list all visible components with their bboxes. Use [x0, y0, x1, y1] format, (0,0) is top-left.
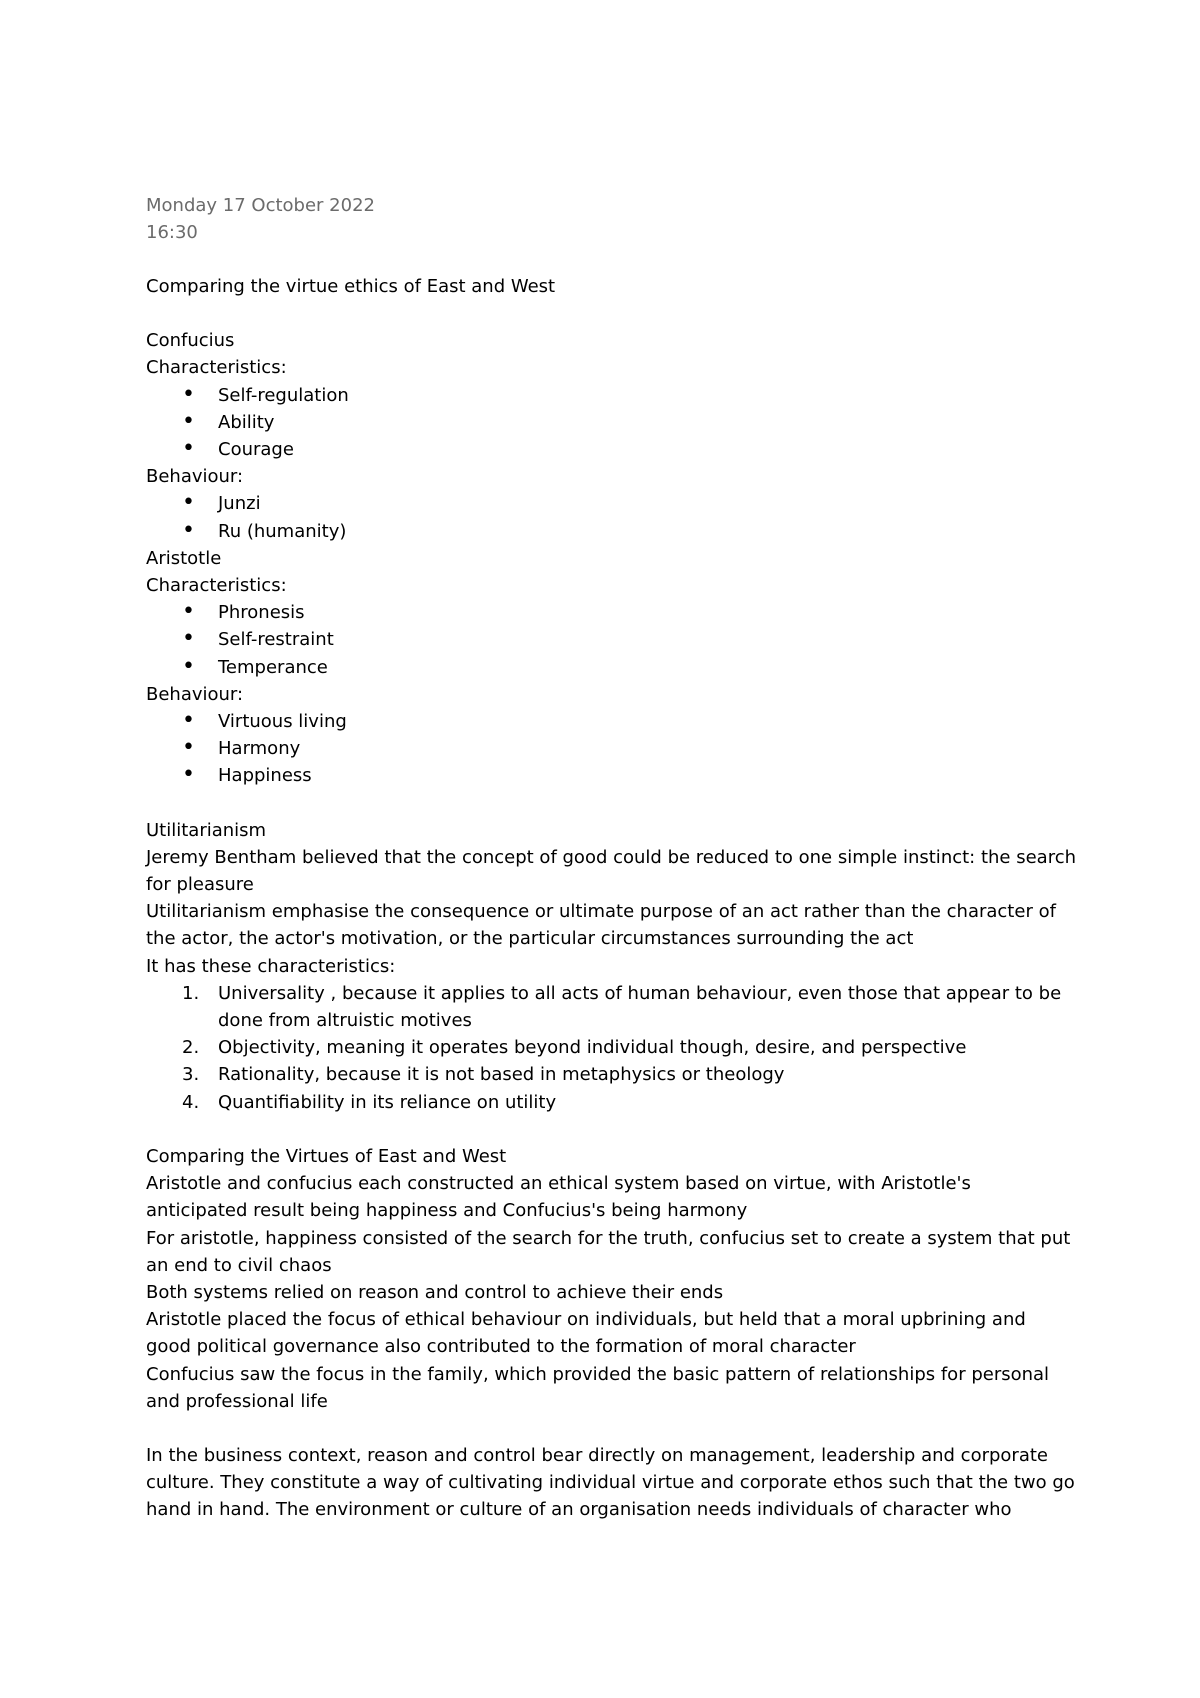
business-paragraph: In the business context, reason and control bear directly on management, leadership and corporate culture. They constitute a way of cultivating individual virtue and corporate ethos such that the two go hand in hand. The environment or culture of an organisation needs individuals of character who [146, 1444, 1075, 1521]
list-item: • Phronesis [146, 599, 1076, 626]
document-title: Comparing the virtue ethics of East and West [146, 276, 556, 297]
utilitarianism-paragraph-1: Jeremy Bentham believed that the concept of good could be reduced to one simple instinct: the search for pleasure [146, 846, 1077, 896]
aristotle-characteristics-list [146, 599, 1076, 681]
list-item: • Temperance [146, 654, 1076, 681]
list-number: 3. [182, 1064, 200, 1086]
spacer [146, 300, 1076, 327]
list-item: • Courage [146, 436, 1076, 463]
list-text: Rationality, because it is not based in metaphysics or theology [218, 1064, 785, 1086]
aristotle-heading: Aristotle [146, 547, 222, 569]
list-text: Universality , because it applies to all acts of human behaviour, even those that appear to be done from altruistic motives [218, 982, 1062, 1032]
spacer [146, 246, 1076, 273]
utilitarianism-paragraph-3: It has these characteristics: [146, 955, 396, 977]
comparison-paragraph: For aristotle, happiness consisted of the search for the truth, confucius set to create a system that put an end to civil chaos [146, 1227, 1071, 1276]
list-item: • Happiness [146, 762, 1076, 789]
list-item: • Junzi [146, 490, 1076, 517]
list-item [146, 1034, 1076, 1061]
list-text: Objectivity, meaning it operates beyond individual though, desire, and perspective [218, 1037, 967, 1059]
list-item [146, 980, 1076, 1034]
confucius-characteristics-list [146, 382, 1076, 464]
list-number: 1. [182, 982, 200, 1004]
comparison-paragraph: Confucius saw the focus in the family, which provided the basic pattern of relationships for personal and professional life [146, 1363, 1050, 1412]
comparison-heading: Comparing the Virtues of East and West [146, 1145, 507, 1167]
aristotle-behaviour-list [146, 708, 1076, 790]
confucius-characteristics-label: Characteristics: [146, 357, 287, 379]
confucius-heading: Confucius [146, 330, 235, 352]
note-time: 16:30 [146, 222, 198, 243]
list-item: • Ru (humanity) [146, 518, 1076, 545]
utilitarianism-heading: Utilitarianism [146, 819, 267, 841]
list-text: Quantifiability in its reliance on utility [218, 1091, 557, 1113]
comparison-paragraph: Aristotle and confucius each constructed an ethical system based on virtue, with Aristotle's anticipated result being happiness and Confucius's being harmony [146, 1173, 971, 1222]
list-item: • Virtuous living [146, 708, 1076, 735]
comparison-paragraph: Aristotle placed the focus of ethical behaviour on individuals, but held that a moral upbrining and good political governance also contributed to the formation of moral character [146, 1309, 1026, 1358]
aristotle-behaviour-label: Behaviour: [146, 683, 244, 705]
list-item: • Ability [146, 409, 1076, 436]
list-item: • Self-restraint [146, 626, 1076, 653]
list-number: 2. [182, 1037, 200, 1059]
document-page [146, 192, 1076, 1524]
spacer [146, 1116, 1076, 1143]
list-item [146, 1061, 1076, 1088]
utilitarianism-paragraph-2: Utilitarianism emphasise the consequence or ultimate purpose of an act rather than the character of the actor, the actor's motivation, or the particular circumstances surrounding the act [146, 901, 1056, 950]
utilitarianism-characteristics-list [146, 980, 1076, 1116]
list-item: • Self-regulation [146, 382, 1076, 409]
comparison-paragraph: Both systems relied on reason and control to achieve their ends [146, 1281, 724, 1303]
spacer [146, 1415, 1076, 1442]
list-number: 4. [182, 1091, 200, 1113]
confucius-behaviour-list [146, 490, 1076, 544]
aristotle-characteristics-label: Characteristics: [146, 575, 287, 597]
note-date: Monday 17 October 2022 [146, 195, 375, 216]
spacer [146, 790, 1076, 817]
list-item [146, 1089, 1076, 1116]
confucius-behaviour-label: Behaviour: [146, 466, 244, 488]
list-item: • Harmony [146, 735, 1076, 762]
